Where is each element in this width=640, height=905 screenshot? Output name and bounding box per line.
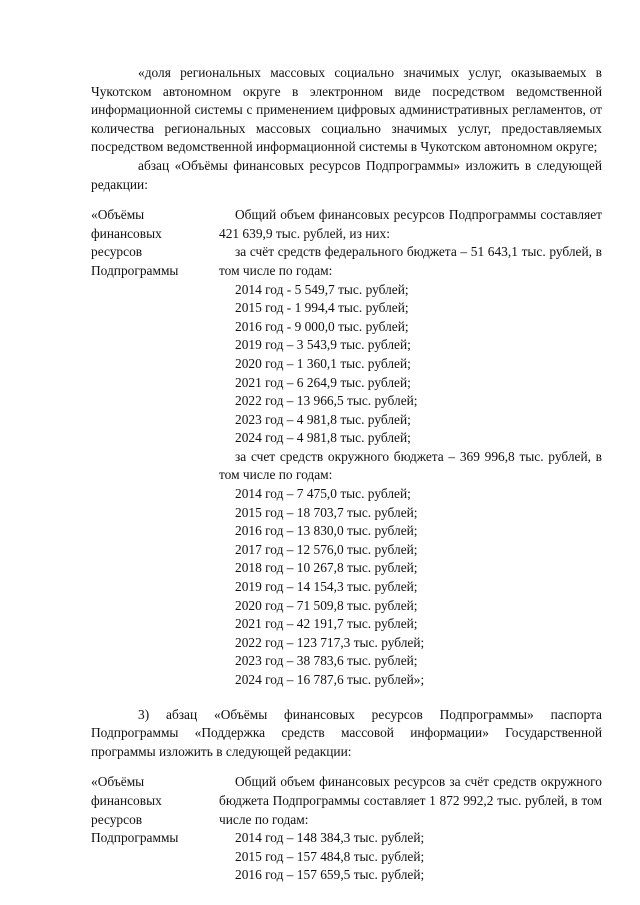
list-item: 2020 год – 71 509,8 тыс. рублей; xyxy=(235,597,418,613)
label-line: Подпрограммы xyxy=(91,830,179,846)
list-item: 2021 год – 6 264,9 тыс. рублей; xyxy=(235,374,411,390)
label-line: ресурсов xyxy=(91,811,143,827)
list-item: 2015 год - 1 994,4 тыс. рублей; xyxy=(235,300,409,316)
label-line: финансовых xyxy=(91,792,162,808)
list-item: 2015 год – 157 484,8 тыс. рублей; xyxy=(235,848,425,864)
label-line: финансовых xyxy=(91,225,162,241)
list-item: 2016 год – 157 659,5 тыс. рублей; xyxy=(235,867,425,883)
federal-years-list xyxy=(219,281,602,448)
list-item: 2014 год - 5 549,7 тыс. рублей; xyxy=(235,281,409,297)
financing-table-2-label xyxy=(91,773,219,885)
financing-table-1-label xyxy=(91,206,219,689)
list-item: 2015 год – 18 703,7 тыс. рублей; xyxy=(235,504,418,520)
list-item: 2019 год – 14 154,3 тыс. рублей; xyxy=(235,579,418,595)
district-budget: за счет средств окружного бюджета – 369 996,8 тыс. рублей, в том числе по годам: xyxy=(219,448,602,483)
district-years-list xyxy=(219,485,602,690)
label-line: «Объёмы xyxy=(91,207,145,223)
years-list xyxy=(219,829,602,885)
list-item: 2014 год – 148 384,3 тыс. рублей; xyxy=(235,830,425,846)
list-item: 2014 год – 7 475,0 тыс. рублей; xyxy=(235,486,411,502)
list-item: 2021 год – 42 191,7 тыс. рублей; xyxy=(235,616,418,632)
list-item: 2023 год – 38 783,6 тыс. рублей; xyxy=(235,653,418,669)
financing-table-2-content xyxy=(219,773,602,885)
list-item: 2019 год – 3 543,9 тыс. рублей; xyxy=(235,337,411,353)
list-item: 2017 год – 12 576,0 тыс. рублей; xyxy=(235,541,418,557)
list-item: 2016 год – 13 830,0 тыс. рублей; xyxy=(235,523,418,539)
list-item: 2020 год – 1 360,1 тыс. рублей; xyxy=(235,355,411,371)
list-item: 2022 год – 13 966,5 тыс. рублей; xyxy=(235,393,418,409)
item-3-paragraph: 3) абзац «Объёмы финансовых ресурсов Подпрограммы» паспорта Подпрограммы «Поддержка средств массовой информации» Государственной программы изложить в следующей редакции: xyxy=(91,706,602,759)
intro-paragraph: «доля региональных массовых социально значимых услуг, оказываемых в Чукотском автономном округе в электронном виде посредством ведомственной информационной системы с применением цифровых административных регламентов, от количества региональных массовых социально значимых услуг, предоставляемых посредством ведомственной информационной системы в Чукотском автономном округе; xyxy=(91,65,602,155)
spacer xyxy=(91,690,602,706)
financing-table-1-content xyxy=(219,206,602,689)
list-item: 2022 год – 123 717,3 тыс. рублей; xyxy=(235,634,425,650)
list-item: 2024 год – 4 981,8 тыс. рублей; xyxy=(235,430,411,446)
list-item: 2018 год – 10 267,8 тыс. рублей; xyxy=(235,560,418,576)
label-line: Подпрограммы xyxy=(91,262,179,278)
federal-budget: за счёт средств федерального бюджета – 51 643,1 тыс. рублей, в том числе по годам: xyxy=(219,244,602,278)
list-item: 2016 год - 9 000,0 тыс. рублей; xyxy=(235,318,409,334)
financing-table-1 xyxy=(91,206,602,689)
financing-table-2 xyxy=(91,773,602,885)
label-line: ресурсов xyxy=(91,244,143,260)
intro-instruction: абзац «Объёмы финансовых ресурсов Подпрограммы» изложить в следующей редакции: xyxy=(91,157,602,192)
total-amount: Общий объем финансовых ресурсов Подпрограммы составляет 421 639,9 тыс. рублей, из них: xyxy=(219,207,602,241)
total-amount: Общий объем финансовых ресурсов за счёт средств окружного бюджета Подпрограммы составляет 1 872 992,2 тыс. рублей, в том числе по годам: xyxy=(219,774,602,827)
list-item: 2024 год – 16 787,6 тыс. рублей»; xyxy=(235,672,425,687)
document-page xyxy=(91,64,602,885)
list-item: 2023 год – 4 981,8 тыс. рублей; xyxy=(235,411,411,427)
label-line: «Объёмы xyxy=(91,774,145,790)
